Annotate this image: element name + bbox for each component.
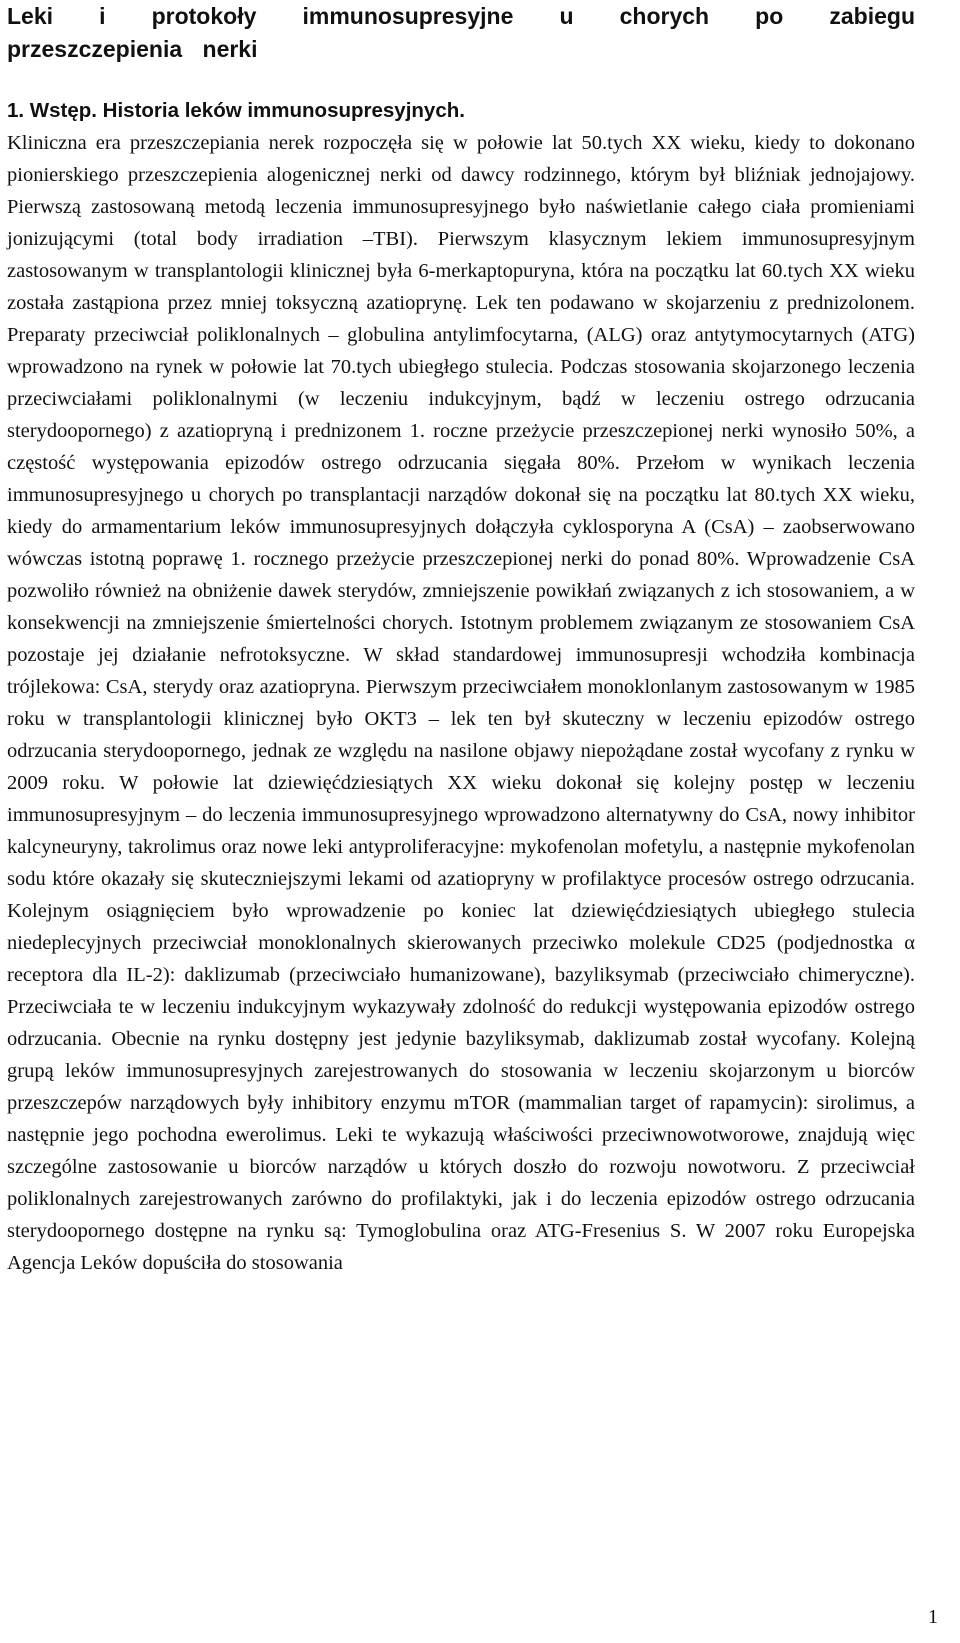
body-paragraph: Kliniczna era przeszczepiania nerek rozpoczęła się w połowie lat 50.tych XX wieku, kiedy to dokonano pionierskiego przeszczepienia alogenicznej nerki od dawcy rodzinnego, którym był bliźniak jednojajowy. Pierwszą zastosowaną metodą leczenia immunosupresyjnego było naświetlanie całego ciała promieniami jonizującymi (total body irradiation –TBI). Pierwszym klasycznym lekiem immunosupresyjnym zastosowanym w transplantologii klinicznej była 6-merkaptopuryna, która na początku lat 60.tych XX wieku została zastąpiona przez mniej toksyczną azatioprynę. Lek ten podawano w skojarzeniu z prednizolonem. Preparaty przeciwciał poliklonalnych – globulina antylimfocytarna, (ALG) oraz antytymocytarnych (ATG) wprowadzono na rynek w połowie lat 70.tych ubiegłego stulecia. Podczas stosowania skojarzonego leczenia przeciwciałami poliklonalnymi (w leczeniu indukcyjnym, bądź w leczeniu ostrego odrzucania sterydoopornego) z azatiopryną i prednizonem 1. roczne przeżycie przeszczepionej nerki wynosiło 50%, a częstość występowania epizodów ostrego odrzucania sięgała 80%. Przełom w wynikach leczenia immunosupresyjnego u chorych po transplantacji narządów dokonał się na początku lat 80.tych XX wieku, kiedy do armamentarium leków immunosupresyjnych dołączyła cyklosporyna A (CsA) – zaobserwowano wówczas istotną poprawę 1. rocznego przeżycie przeszczepionej nerki do ponad 80%. Wprowadzenie CsA pozwoliło również na obniżenie dawek sterydów, zmniejszenie powikłań związanych z ich stosowaniem, a w konsekwencji na zmniejszenie śmiertelności chorych. Istotnym problemem związanym ze stosowaniem CsA pozostaje jej działanie nefrotoksyczne. W skład standardowej immunosupresji wchodziła kombinacja trójlekowa: CsA, sterydy oraz azatiopryna. Pierwszym przeciwciałem monoklonlanym zastosowanym w 1985 roku w transplantologii klinicznej było OKT3 – lek ten był skuteczny w leczeniu epizodów ostrego odrzucania sterydoopornego, jednak ze względu na nasilone objawy niepożądane został wycofany z rynku w 2009 roku. W połowie lat dziewięćdziesiątych XX wieku dokonał się kolejny postęp w leczeniu immunosupresyjnym – do leczenia immunosupresyjnego wprowadzono alternatywny do CsA, nowy inhibitor kalcyneuryny, takrolimus oraz nowe leki antyproliferacyjne: mykofenolan mofetylu, a następnie mykofenolan sodu które okazały się skuteczniejszymi lekami od azatiopryny w profilaktyce procesów ostrego odrzucania. Kolejnym osiągnięciem było wprowadzenie po koniec lat dziewięćdziesiątych ubiegłego stulecia niedeplecyjnych przeciwciał monoklonalnych skierowanych przeciwko molekule CD25 (podjednostka α receptora dla IL-2): daklizumab (przeciwciało humanizowane), bazyliksymab (przeciwciało chimeryczne). Przeciwciała te w leczeniu indukcyjnym wykazywały zdolność do redukcji występowania epizodów ostrego odrzucania. Obecnie na rynku dostępny jest jedynie bazyliksymab, daklizumab został wycofany. Kolejną grupą leków immunosupresyjnych zarejestrowanych do stosowania w leczeniu skojarzonym u biorców przeszczepów narządowych były inhibitory enzymu mTOR (mammalian target of rapamycin): sirolimus, a następnie jego pochodna ewerolimus. Leki te wykazują właściwości przeciwnowotworowe, znajdują więc szczególne zastosowanie u biorców narządów u których doszło do rozwoju nowotworu. Z przeciwciał poliklonalnych zarejestrowanych zarówno do profilaktyki, jak i do leczenia epizodów ostrego odrzucania sterydoopornego dostępne na rynku są: Tymoglobulina oraz ATG-Fresenius S. W 2007 roku Europejska Agencja Leków dopuściła do stosowania — [7, 132, 915, 1274]
section-heading: 1. Wstęp. Historia leków immunosupresyjnych. — [7, 99, 465, 122]
page-number: 1 — [928, 1606, 938, 1628]
document-content — [7, 0, 915, 1279]
document-title: Leki i protokoły immunosupresyjne u chorych po zabiegu przeszczepienia nerki — [7, 3, 915, 62]
